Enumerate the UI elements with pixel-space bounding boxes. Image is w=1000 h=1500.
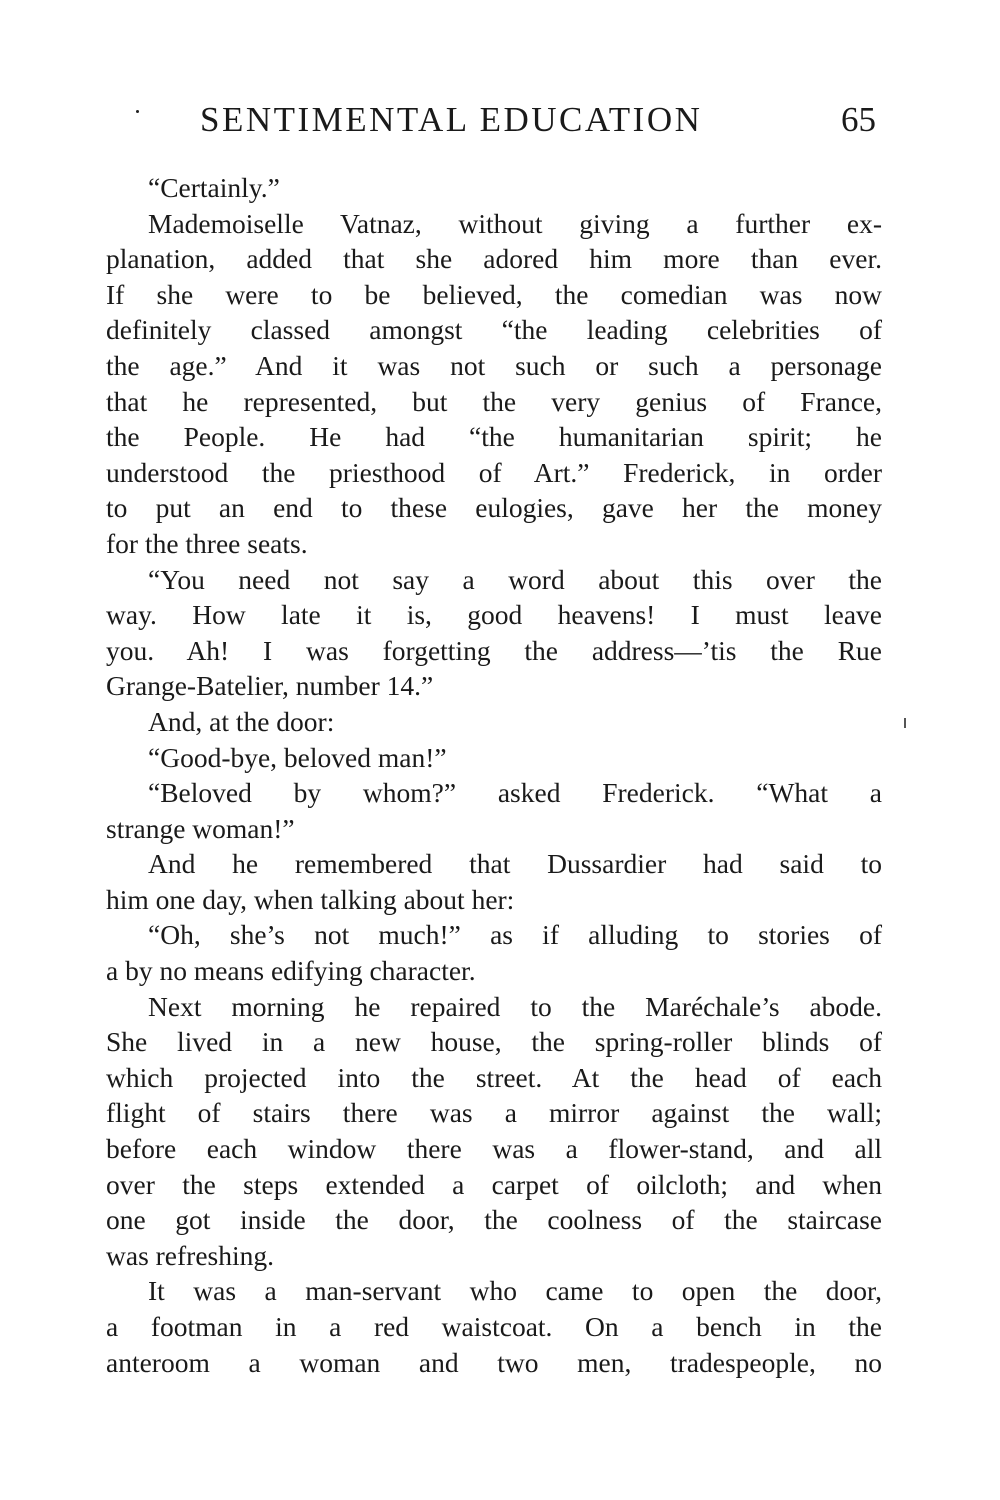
text-line: And, at the door: (148, 705, 335, 737)
text-line: for the three seats. (106, 527, 308, 559)
running-head-title: SENTIMENTAL EDUCATION (200, 100, 703, 139)
text-line: She lived in a new house, the spring-roller blinds of (106, 1026, 882, 1058)
text-line: understood the priesthood of Art.” Frederick, in order (106, 456, 882, 488)
text-line: “Oh, she’s not much!” as if alluding to stories of (148, 919, 882, 951)
text-line: “Certainly.” (148, 172, 280, 203)
text-line: you. Ah! I was forgetting the address—’tis the Rue (106, 634, 882, 666)
text-line: If she were to be believed, the comedian was now (106, 278, 882, 310)
text-line: Grange-Batelier, number 14.” (106, 670, 434, 702)
text-line: which projected into the street. At the head of each (106, 1061, 882, 1093)
ink-speck (136, 110, 139, 113)
text-line: before each window there was a flower-stand, and all (106, 1133, 882, 1165)
text-line: definitely classed amongst “the leading celebrities of (106, 314, 882, 346)
text-line: over the steps extended a carpet of oilcloth; and when (106, 1168, 882, 1200)
text-line: the age.” And it was not such or such a personage (106, 349, 882, 381)
text-line: Mademoiselle Vatnaz, without giving a further ex- (148, 207, 882, 239)
text-line: Next morning he repaired to the Maréchale’s abode. (148, 990, 882, 1022)
page-number: 65 (841, 100, 876, 139)
text-line: to put an end to these eulogies, gave her the money (106, 492, 882, 524)
text-line: a by no means edifying character. (106, 955, 476, 987)
text-line: was refreshing. (106, 1239, 274, 1271)
text-line: “You need not say a word about this over the (148, 563, 882, 595)
text-line: one got inside the door, the coolness of the staircase (106, 1204, 882, 1236)
body-text (106, 170, 882, 1380)
running-head (106, 98, 876, 146)
text-line: way. How late it is, good heavens! I must leave (106, 599, 882, 631)
text-line: And he remembered that Dussardier had said to (148, 848, 882, 880)
text-line: “Beloved by whom?” asked Frederick. “What a (148, 777, 882, 809)
text-line: anteroom a woman and two men, tradespeople, no (106, 1346, 882, 1378)
text-line: It was a man-servant who came to open the door, (148, 1275, 882, 1307)
text-line: flight of stairs there was a mirror against the wall; (106, 1097, 882, 1129)
text-line: strange woman!” (106, 812, 295, 844)
margin-mark (904, 718, 906, 728)
text-line: a footman in a red waistcoat. On a bench in the (106, 1311, 882, 1342)
text-line: planation, added that she adored him more than ever. (106, 243, 882, 275)
text-line: him one day, when talking about her: (106, 883, 515, 915)
text-line: that he represented, but the very genius of France, (106, 385, 882, 417)
text-line: “Good-bye, beloved man!” (148, 741, 447, 773)
text-line: the People. He had “the humanitarian spirit; he (106, 421, 882, 453)
